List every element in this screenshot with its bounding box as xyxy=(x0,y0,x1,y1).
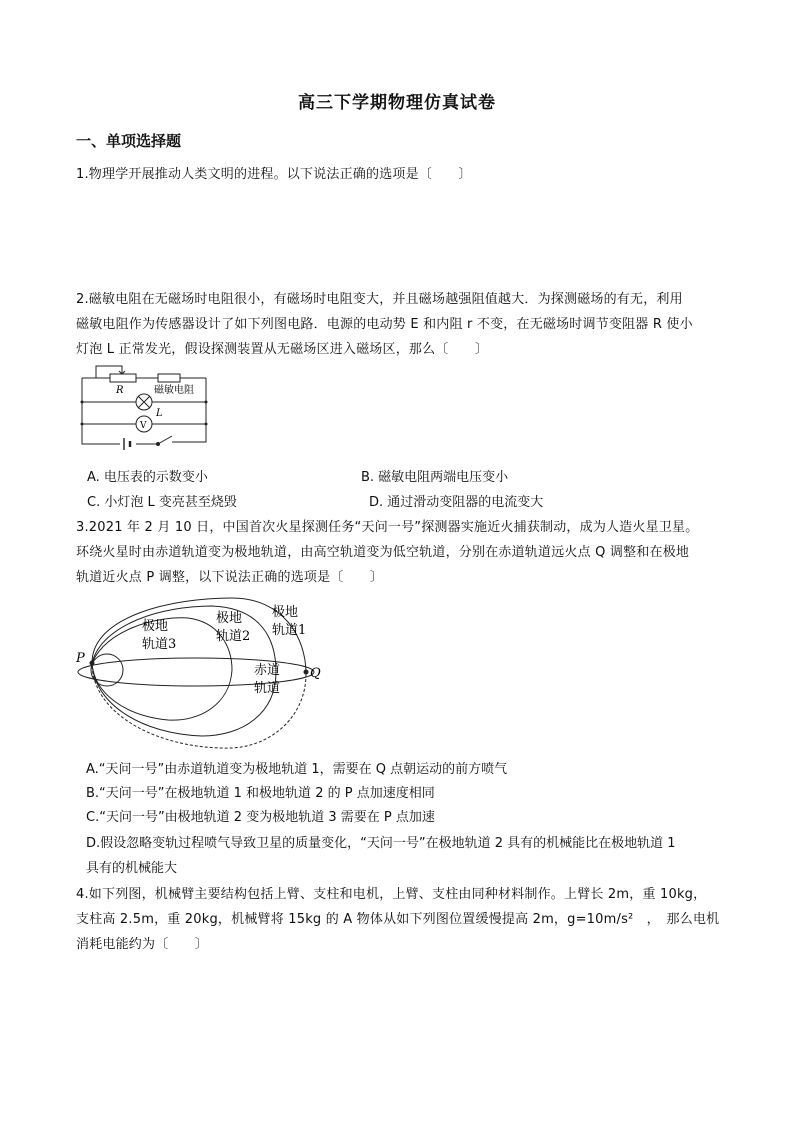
orbit3-label-line2: 轨道3 xyxy=(142,637,177,652)
point-q-label: Q xyxy=(310,666,321,681)
question-4-line-2: 支柱高 2.5m，重 20kg，机械臂将 15kg 的 A 物体从如下列图位置缓慢提高 2m，g=10m/s² ， 那么电机 xyxy=(76,912,720,927)
magnetoresistor-label: 磁敏电阻 xyxy=(154,385,194,396)
question-2-option-b: B. 磁敏电阻两端电压变小 xyxy=(361,470,509,485)
question-2-option-d: D. 通过滑动变阻器的电流变大 xyxy=(369,495,544,510)
question-3-line-3: 轨道近火点 P 调整，以下说法正确的选项是〔 〕 xyxy=(76,570,384,585)
question-3-option-d-line-2: 具有的机械能大 xyxy=(86,861,178,876)
question-4-line-1: 4.如下列图，机械臂主要结构包括上臂、支柱和电机，上臂、支柱由同种材料制作。上臂长 2m，重 10kg， xyxy=(76,887,707,902)
question-1-text: 1.物理学开展推动人类文明的进程。以下说法正确的选项是〔 〕 xyxy=(76,167,472,182)
junction-dot xyxy=(81,423,84,426)
orbit2-label-line2: 轨道2 xyxy=(216,629,251,644)
question-3-line-2: 环绕火星时由赤道轨道变为极地轨道，由高空轨道变为低空轨道，分别在赤道轨道远火点 Q 调整和在极地 xyxy=(76,545,690,560)
orbit2-label-line1: 极地 xyxy=(216,611,243,626)
resistor-label: R xyxy=(116,385,124,396)
point-p-label: P xyxy=(76,651,85,666)
question-2-line-1: 2.磁敏电阻在无磁场时电阻很小，有磁场时电阻变大，并且磁场越强阻值越大．为探测磁场的有无，利用 xyxy=(76,292,683,307)
section-heading: 一、单项选择题 xyxy=(76,132,182,150)
orbit1-label-line1: 极地 xyxy=(272,605,299,620)
question-3-option-b: B.“天问一号”在极地轨道 1 和极地轨道 2 的 P 点加速度相同 xyxy=(86,786,435,801)
circuit-diagram xyxy=(76,362,216,454)
question-2-option-a: A. 电压表的示数变小 xyxy=(87,470,208,485)
point-p-dot xyxy=(90,661,95,666)
question-3-option-d-line-1: D.假设忽略变轨过程喷气导致卫星的质量变化，“天问一号”在极地轨道 2 具有的机械能比在极地轨道 1 xyxy=(86,836,676,851)
question-4-line-3: 消耗电能约为〔 〕 xyxy=(76,937,209,952)
question-3-line-1: 3.2021 年 2 月 10 日，中国首次火星探测任务“天问一号”探测器实施近火捕获制动，成为人造火星卫星。 xyxy=(76,520,699,535)
equatorial-label-line2: 轨道 xyxy=(254,681,281,696)
question-3-option-a: A.“天问一号”由赤道轨道变为极地轨道 1，需要在 Q 点朝运动的前方喷气 xyxy=(86,762,508,777)
question-2-option-c: C. 小灯泡 L 变亮甚至烧毁 xyxy=(87,495,237,510)
junction-dot xyxy=(205,401,208,404)
voltmeter-label: V xyxy=(140,421,147,431)
junction-dot xyxy=(205,423,208,426)
orbit3-label-line1: 极地 xyxy=(142,619,169,634)
question-3-option-c: C.“天问一号”由极地轨道 2 变为极地轨道 3 需要在 P 点加速 xyxy=(86,810,435,825)
junction-dot xyxy=(81,401,84,404)
orbit-diagram xyxy=(72,596,332,754)
orbit1-label-line2: 轨道1 xyxy=(272,623,307,638)
point-q-dot xyxy=(304,670,309,675)
page-title: 高三下学期物理仿真试卷 xyxy=(298,93,496,113)
lamp-label: L xyxy=(156,408,163,419)
equatorial-label-line1: 赤道 xyxy=(254,663,281,678)
question-2-line-2: 磁敏电阻作为传感器设计了如下列图电路．电源的电动势 E 和内阻 r 不变，在无磁场时调节变阻器 R 使小 xyxy=(76,317,693,332)
question-2-line-3: 灯泡 L 正常发光，假设探测装置从无磁场区进入磁场区，那么〔 〕 xyxy=(76,342,489,357)
